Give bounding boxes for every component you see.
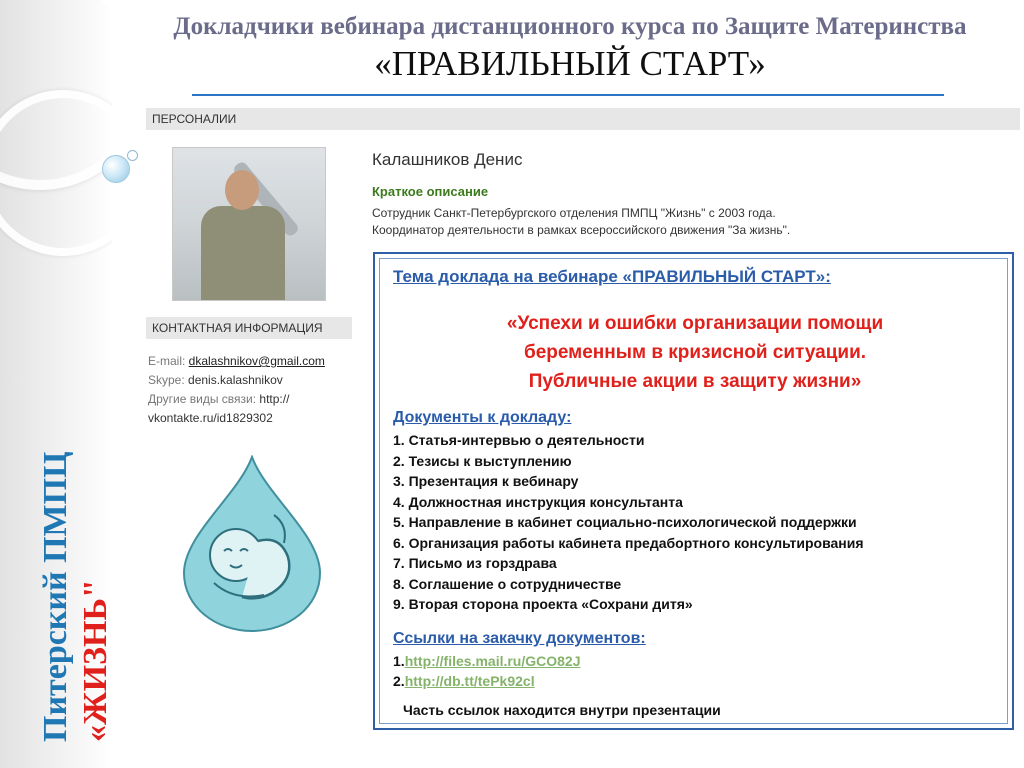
download-links-list bbox=[393, 651, 581, 691]
talk-info-box bbox=[373, 252, 1014, 730]
contact-other-row bbox=[148, 390, 358, 409]
email-label: E-mail: bbox=[148, 354, 189, 368]
document-item: 9. Вторая сторона проекта «Сохрани дитя» bbox=[393, 596, 693, 612]
contact-skype-row bbox=[148, 371, 358, 390]
document-item: 3. Презентация к вебинару bbox=[393, 473, 579, 489]
link-number: 2. bbox=[393, 673, 405, 689]
document-item: 8. Соглашение о сотрудничестве bbox=[393, 575, 622, 592]
section-bar-contacts: КОНТАКТНАЯ ИНФОРМАЦИЯ bbox=[146, 317, 352, 339]
contact-email-row bbox=[148, 352, 358, 371]
subject-line: беременным в кризисной ситуации. bbox=[523, 342, 867, 363]
brand-line-1: Питерский ПМПЦ bbox=[37, 451, 74, 742]
subject-line: Публичные акции в защиту жизни» bbox=[528, 371, 862, 392]
skype-label: Skype: bbox=[148, 373, 189, 387]
download-link[interactable]: http://files.mail.ru/GCO82J bbox=[404, 653, 581, 669]
title-divider bbox=[192, 94, 944, 96]
person-body-shape bbox=[201, 206, 285, 301]
brief-text bbox=[372, 205, 852, 239]
talk-subject bbox=[445, 309, 945, 396]
download-link-item bbox=[393, 671, 581, 691]
download-link-item bbox=[393, 651, 581, 671]
contact-info bbox=[148, 352, 358, 428]
download-link[interactable]: http://db.tt/tePk92cl bbox=[404, 673, 535, 689]
bubble-decoration bbox=[127, 150, 138, 161]
section-bar-personalii: ПЕРСОНАЛИИ bbox=[146, 108, 1020, 130]
title-line-1: Докладчики вебинара дистанционного курса по Защите Материнства bbox=[173, 13, 967, 40]
bubble-decoration bbox=[102, 155, 130, 183]
speaker-photo bbox=[172, 147, 326, 301]
topic-heading: Тема доклада на вебинаре «ПРАВИЛЬНЫЙ СТАРТ»: bbox=[393, 267, 831, 286]
brief-line: Сотрудник Санкт-Петербургского отделения ПМПЦ "Жизнь" с 2003 года. bbox=[372, 206, 776, 220]
email-link[interactable]: dkalashnikov@gmail.com bbox=[188, 354, 325, 368]
subject-line: «Успехи и ошибки организации помощи bbox=[506, 313, 884, 334]
brand-line-2: «ЖИЗНЬ" bbox=[77, 579, 114, 742]
document-item: 6. Организация работы кабинета предабортного консультирования bbox=[393, 534, 864, 551]
brief-line: Координатор деятельности в рамках всероссийского движения "За жизнь". bbox=[372, 223, 791, 237]
decor-arc bbox=[0, 90, 112, 256]
other-label: Другие виды связи: bbox=[148, 392, 260, 406]
documents-list bbox=[393, 430, 864, 615]
other-value-part[interactable]: http:// bbox=[259, 392, 290, 406]
person-head-shape bbox=[225, 170, 259, 210]
vertical-brand-text bbox=[36, 451, 116, 742]
brief-title: Краткое описание bbox=[372, 184, 489, 199]
title-line-2: «ПРАВИЛЬНЫЙ СТАРТ» bbox=[374, 44, 766, 83]
documents-heading: Документы к докладу: bbox=[393, 409, 572, 426]
link-number: 1. bbox=[393, 653, 405, 669]
other-value-part[interactable]: vkontakte.ru/id1829302 bbox=[148, 411, 273, 425]
speaker-name: Калашников Денис bbox=[372, 150, 523, 169]
document-item: 1. Статья-интервью о деятельности bbox=[393, 432, 645, 448]
links-note: Часть ссылок находится внутри презентации bbox=[403, 702, 721, 718]
document-item: 7. Письмо из горздрава bbox=[393, 555, 557, 571]
skype-value: denis.kalashnikov bbox=[188, 373, 283, 387]
document-item: 4. Должностная инструкция консультанта bbox=[393, 493, 683, 510]
links-heading: Ссылки на закачку документов: bbox=[393, 630, 646, 647]
slide-title bbox=[140, 12, 1000, 86]
document-item: 2. Тезисы к выступлению bbox=[393, 452, 572, 469]
document-item: 5. Направление в кабинет социально-психологической поддержки bbox=[393, 514, 857, 530]
drop-baby-logo bbox=[178, 455, 326, 635]
